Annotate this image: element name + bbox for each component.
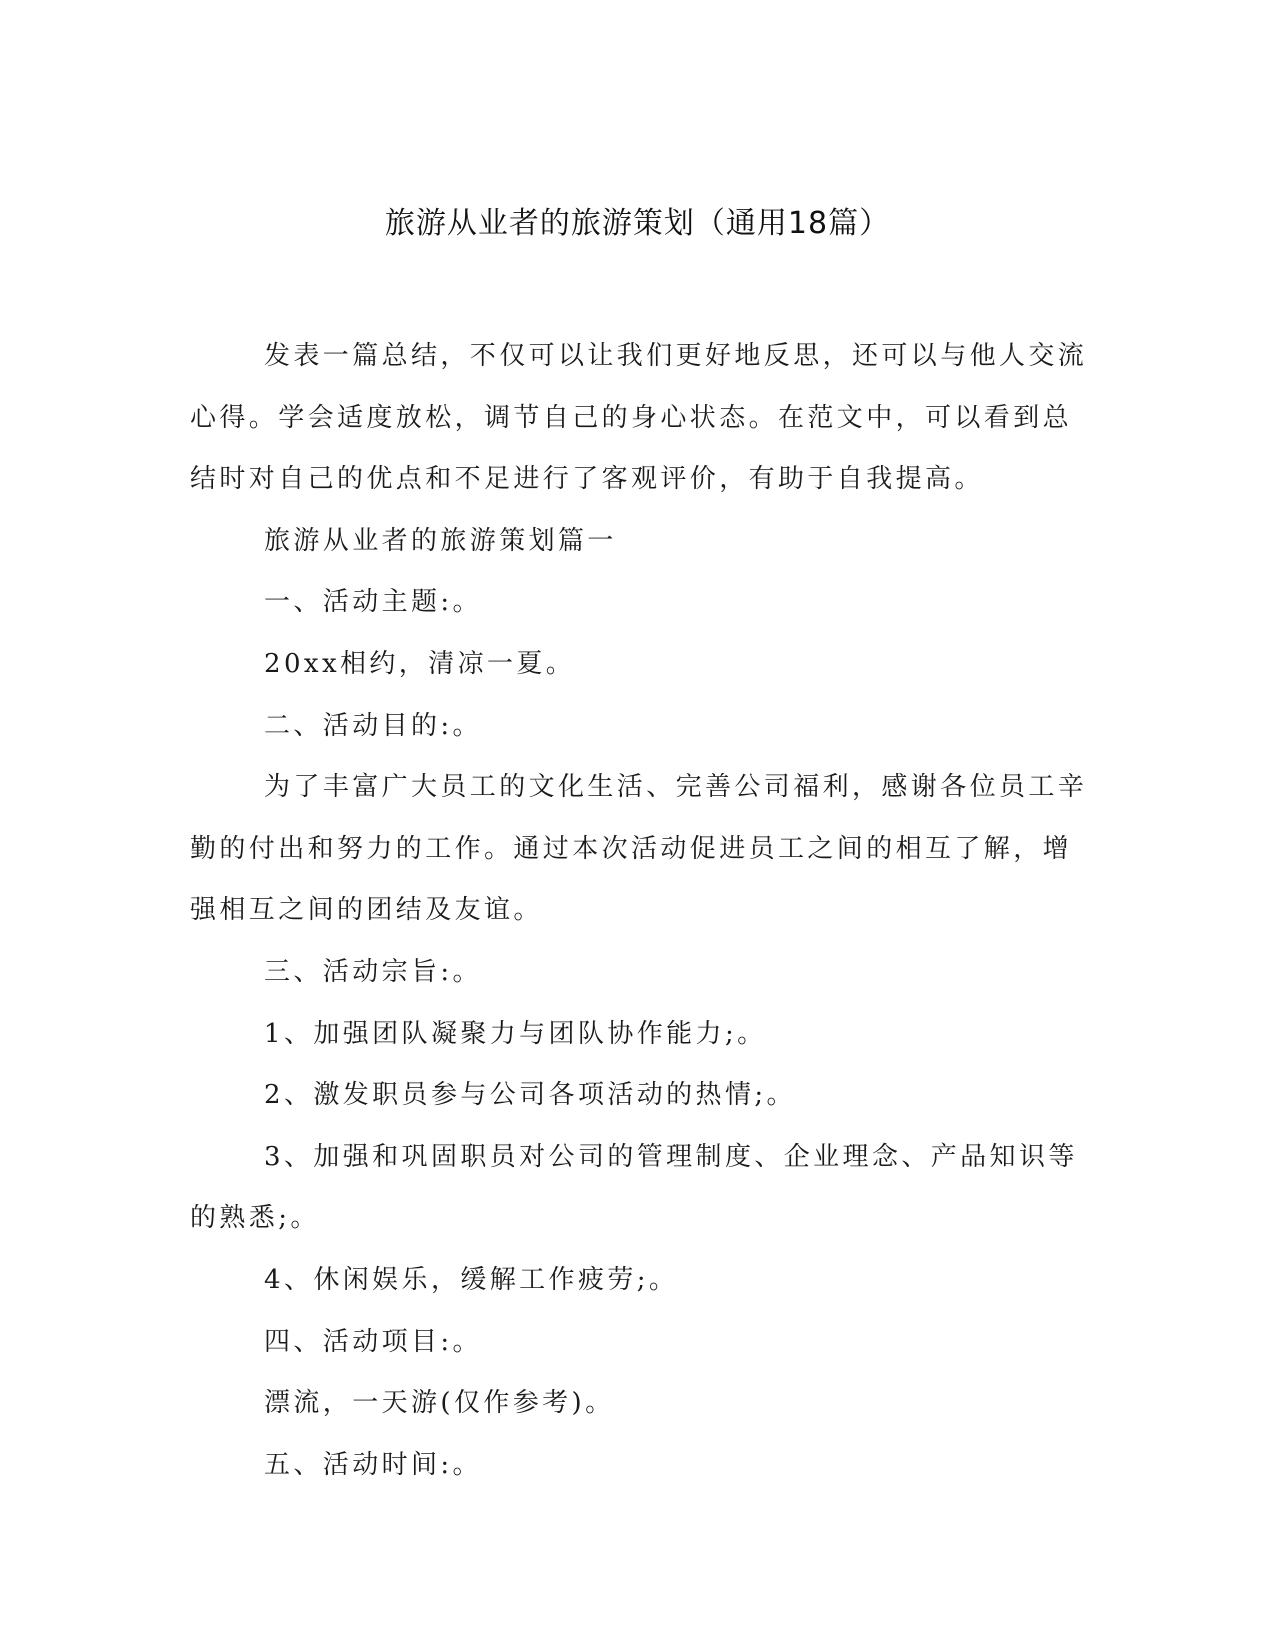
aim-item-1: 1、加强团队凝聚力与团队协作能力;。 [264, 1018, 767, 1049]
section-heading-part-one: 旅游从业者的旅游策划篇一 [264, 525, 617, 556]
heading-activity-aim: 三、活动宗旨:。 [264, 956, 482, 987]
activity-items-text: 漂流，一天游(仅作参考)。 [264, 1388, 615, 1419]
aim-item-2: 2、激发职员参与公司各项活动的热情;。 [264, 1080, 796, 1111]
intro-paragraph: 发表一篇总结，不仅可以让我们更好地反思，还可以与他人交流心得。学会适度放松，调节自己的身心状态。在范文中，可以看到总结时对自己的优点和不足进行了客观评价，有助于自我提高。 [190, 341, 1088, 495]
document-title: 旅游从业者的旅游策划（通用18篇） [384, 206, 891, 241]
activity-purpose-text: 为了丰富广大员工的文化生活、完善公司福利，感谢各位员工辛勤的付出和努力的工作。通过本次活动促进员工之间的相互了解，增强相互之间的团结及友谊。 [190, 772, 1088, 926]
document-body [190, 326, 1095, 1496]
aim-item-4: 4、休闲娱乐，缓解工作疲劳;。 [264, 1264, 679, 1295]
activity-theme-text: 20xx相约，清凉一夏。 [264, 648, 576, 679]
heading-activity-items: 四、活动项目:。 [264, 1326, 482, 1357]
aim-item-3: 3、加强和巩固职员对公司的管理制度、企业理念、产品知识等的熟悉;。 [190, 1141, 1078, 1234]
heading-activity-time: 五、活动时间:。 [264, 1449, 482, 1480]
heading-activity-purpose: 二、活动目的:。 [264, 710, 482, 741]
heading-activity-theme: 一、活动主题:。 [264, 587, 482, 618]
